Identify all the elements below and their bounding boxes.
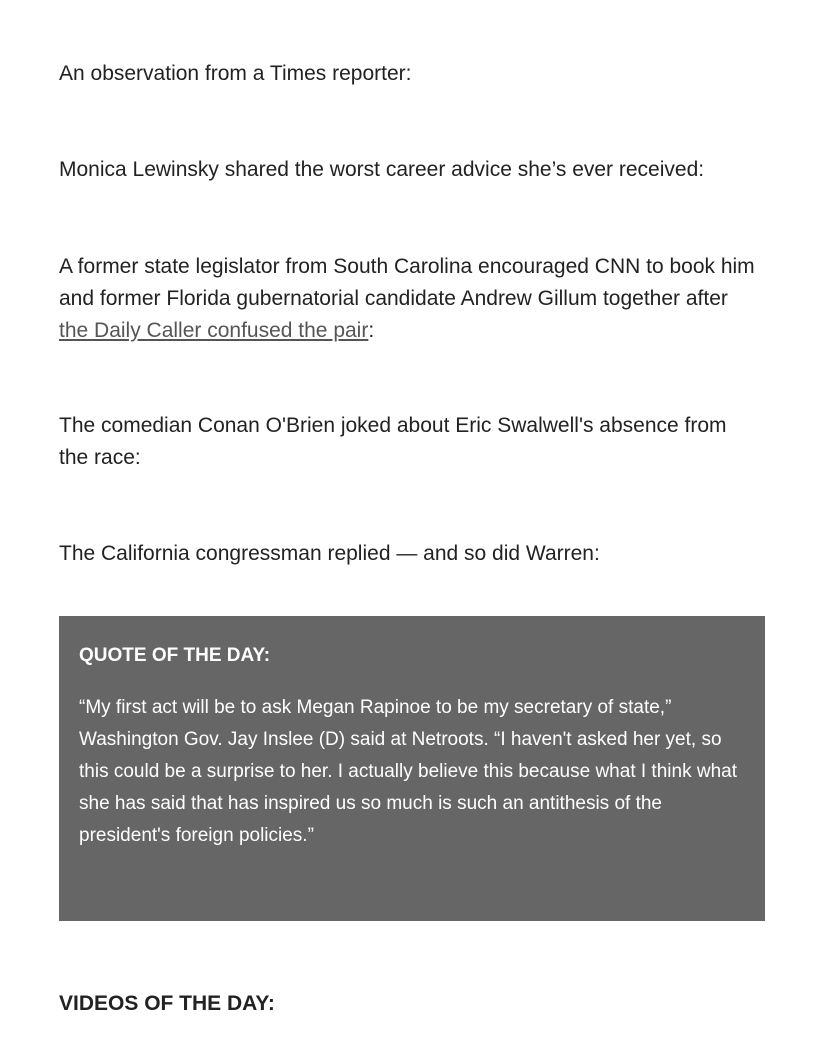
paragraph-lewinsky: Monica Lewinsky shared the worst career advice she’s ever received: [59,158,705,181]
paragraph-legislator-colon: : [368,319,375,342]
paragraph-legislator [59,251,759,347]
quote-of-the-day-box [59,616,765,921]
daily-caller-link[interactable]: the Daily Caller confused the pair [59,319,369,342]
paragraph-legislator-text: A former state legislator from South Carolina encouraged CNN to book him and former Florida gubernatorial candidate Andrew Gillum together after [59,255,755,310]
paragraph-california-congressman: The California congressman replied — and so did Warren: [59,542,600,565]
quote-heading: QUOTE OF THE DAY: [79,645,271,666]
paragraph-times-reporter: An observation from a Times reporter: [59,62,412,85]
quote-text: “My first act will be to ask Megan Rapinoe to be my secretary of state,” Washington Gov. Jay Inslee (D) said at Netroots. “I haven't asked her yet, so this could be a surprise to her. I actually believe this because what I think what she has said that has inspired us so much is such an antithesis of the president's foreign policies.” [79,697,737,846]
paragraph-conan-obrien: The comedian Conan O'Brien joked about Eric Swalwell's absence from the race: [59,414,727,469]
videos-of-the-day-heading: VIDEOS OF THE DAY: [59,992,275,1015]
